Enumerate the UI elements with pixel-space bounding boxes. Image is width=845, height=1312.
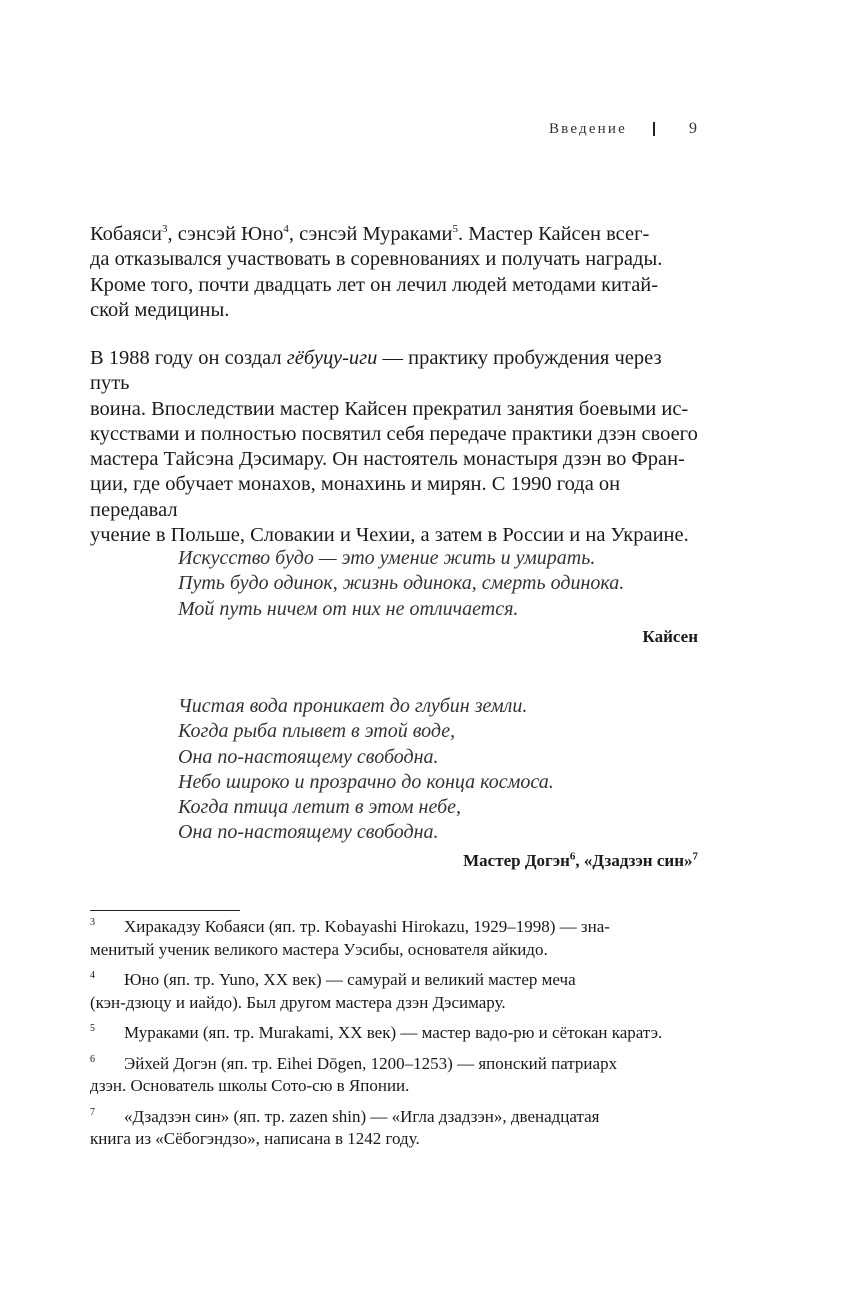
footnote-ref-3[interactable]: 3 (161, 223, 168, 236)
chapter-title: Введение (548, 120, 627, 137)
footnote-ref-6[interactable]: 6 (569, 850, 576, 863)
footnote-ref-4[interactable]: 4 (283, 223, 289, 236)
footnote-number: 6 (90, 1053, 95, 1065)
footnote-4 (90, 969, 698, 1014)
quote-1-author: Кайсен (642, 626, 698, 646)
footnote-7 (90, 1106, 698, 1151)
quote-2-author-work: , «Дзадзэн син» (575, 850, 693, 870)
header-divider (653, 122, 655, 136)
footnote-number: 7 (90, 1106, 95, 1118)
p1-text-4: . Мастер Кайсен всег- да отказывался участвовать в соревнованиях и получать награды. Кроме того, почти двадцать лет он лечил людей методами китай- ской медицины. (90, 223, 663, 321)
quote-2-author-name: Мастер Догэн (463, 850, 570, 870)
p2-text-2: — практику пробуждения через путь воина. Впоследствии мастер Кайсен прекратил занятия боевыми ис- кусствами и полностью посвятил себя передаче практики дзэн своего мастера Тайсэна Дэсимару. Он настоятель монастыря дзэн во Фран- ции, где обучает монахов, монахинь и мирян. С 1990 года он передавал учение в Польше, Словакии и Чехии, а затем в России и на Украине. (90, 347, 698, 547)
epigraph-quote-1 (178, 546, 698, 649)
footnote-text: Мураками (яп. тр. Murakami, XX век) — мастер вадо-рю и сётокан каратэ. (124, 1023, 663, 1042)
footnote-number: 4 (90, 970, 95, 981)
epigraph-quote-2 (178, 694, 698, 873)
footnote-number: 5 (90, 1023, 95, 1034)
footnote-text: Юно (яп. тр. Yuno, XX век) — самурай и великий мастер меча (кэн-дзюцу и иайдо). Был другом мастера дзэн Дэсимару. (90, 970, 576, 1012)
body-paragraph-2 (90, 346, 698, 548)
quote-2-author (178, 848, 698, 873)
footnotes (90, 916, 698, 1159)
footnote-6 (90, 1053, 698, 1098)
p1-text-2: , сэнсэй Юно (167, 223, 284, 245)
footnote-ref-7[interactable]: 7 (692, 850, 698, 863)
p2-text-1: В 1988 году он создал (90, 347, 287, 369)
p1-text-3: , сэнсэй Мураками (288, 223, 453, 245)
p1-text-1: Кобаяси (90, 223, 162, 245)
p2-term: гёбуцу-иги (286, 347, 378, 369)
footnote-text: Эйхей Догэн (яп. тр. Eihei Dōgen, 1200–1253) — японский патриарх дзэн. Основатель школы Сото-сю в Японии. (90, 1053, 618, 1095)
footnote-text: Хиракадзу Кобаяси (яп. тр. Kobayashi Hirokazu, 1929–1998) — зна- менитый ученик великого мастера Уэсибы, основателя айкидо. (90, 917, 610, 959)
running-header (549, 120, 697, 138)
page-number: 9 (689, 120, 697, 137)
footnote-number: 3 (90, 917, 95, 928)
footnote-ref-5[interactable]: 5 (452, 223, 458, 236)
footnote-divider (90, 910, 240, 911)
quote-2-lines: Чистая вода проникает до глубин земли. Когда рыба плывет в этой воде, Она по-настоящему свободна. Небо широко и прозрачно до конца космоса. Когда птица летит в этом небе, Она по-настоящему свободна. (178, 695, 554, 844)
footnote-5 (90, 1022, 698, 1045)
body-paragraph-1 (90, 222, 698, 323)
quote-1-lines: Искусство будо — это умение жить и умирать. Путь будо одинок, жизнь одинока, смерть одинока. Мой путь ничем от них не отличается. (178, 547, 625, 620)
footnote-text: «Дзадзэн син» (яп. тр. zazen shin) — «Игла дзадзэн», двенадцатая книга из «Сёбогэндзо», написана в 1242 году. (90, 1106, 600, 1148)
footnote-3 (90, 916, 698, 961)
